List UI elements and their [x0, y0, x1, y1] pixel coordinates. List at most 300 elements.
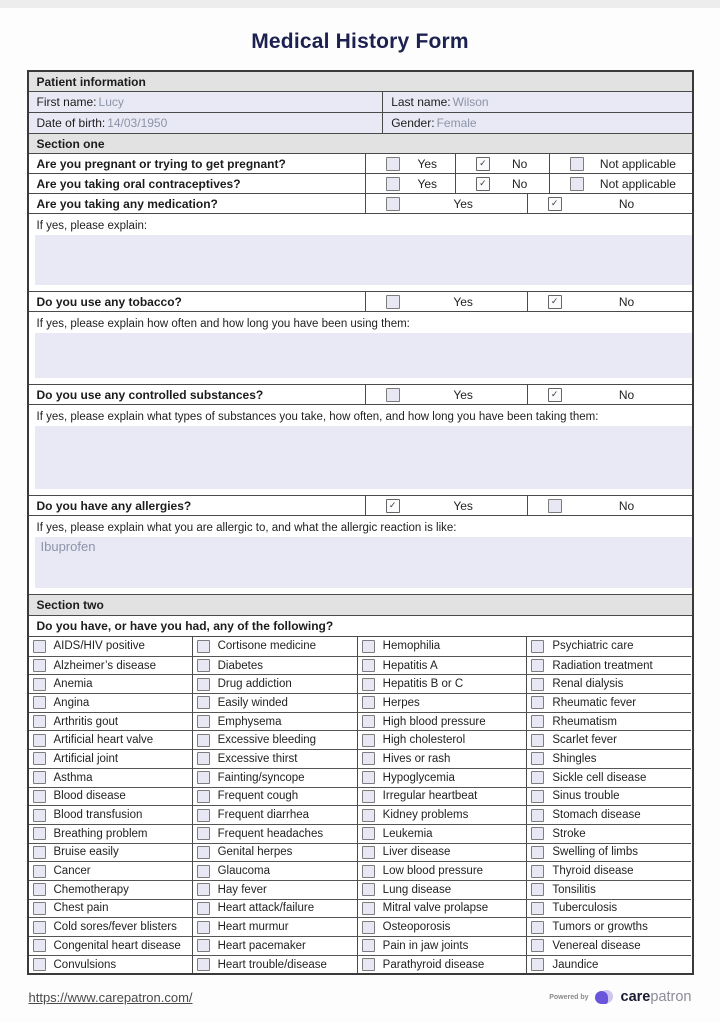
section-two-question: Do you have, or have you had, any of the following? [29, 615, 692, 636]
condition-label: Anemia [53, 678, 93, 691]
last-name-value[interactable]: Wilson [452, 95, 489, 109]
condition-label: Radiation treatment [552, 659, 653, 672]
first-name-field[interactable] [29, 92, 384, 112]
section-one-header [29, 133, 692, 153]
condition-item [29, 843, 192, 862]
condition-label: Blood disease [53, 790, 126, 803]
condition-item [192, 824, 357, 843]
condition-item [526, 787, 691, 806]
date-of-birth-field[interactable] [29, 113, 384, 133]
checkbox[interactable] [531, 865, 544, 878]
option-label: Yes [453, 498, 473, 513]
checkbox[interactable] [197, 752, 210, 765]
condition-item [29, 656, 192, 675]
condition-item [357, 637, 527, 656]
checkbox[interactable] [197, 883, 210, 896]
condition-label: Cold sores/fever blisters [53, 921, 177, 934]
condition-item [526, 637, 691, 656]
condition-label: Parathyroid disease [382, 958, 485, 971]
condition-item [526, 674, 691, 693]
checkbox[interactable] [362, 752, 375, 765]
checkbox[interactable] [531, 752, 544, 765]
condition-item [526, 768, 691, 787]
condition-item [357, 730, 527, 749]
condition-label: Fainting/syncope [217, 771, 305, 784]
answer-options [365, 174, 692, 193]
option-label: Yes [453, 196, 473, 211]
condition-item [357, 749, 527, 768]
checkbox[interactable] [362, 958, 375, 971]
condition-item [357, 674, 527, 693]
condition-label: Stroke [552, 827, 586, 840]
condition-item [357, 656, 527, 675]
condition-label: Diabetes [217, 659, 263, 672]
checkbox[interactable] [197, 865, 210, 878]
condition-label: Heart murmur [217, 921, 289, 934]
checkbox[interactable]: ✓ [386, 499, 400, 513]
gender-label: Gender: [391, 116, 435, 130]
condition-label: Drug addiction [217, 678, 292, 691]
checkbox[interactable] [33, 734, 46, 747]
question-text: Do you use any controlled substances? [36, 387, 264, 402]
checkbox[interactable] [197, 958, 210, 971]
question-text: Are you taking any medication? [36, 196, 218, 211]
checkbox[interactable] [33, 921, 46, 934]
condition-item [192, 880, 357, 899]
condition-item [357, 955, 527, 974]
carepatron-link[interactable]: https://www.carepatron.com/ [28, 989, 193, 1005]
checkbox[interactable] [362, 696, 375, 709]
question-row [29, 291, 692, 311]
condition-item [29, 880, 192, 899]
option-label: No [511, 176, 528, 191]
checkbox[interactable] [33, 846, 46, 859]
condition-label: Mitral valve prolapse [382, 902, 489, 915]
checkbox[interactable] [33, 883, 46, 896]
condition-label: Heart pacemaker [217, 939, 306, 952]
form-table [27, 70, 694, 975]
condition-label: High cholesterol [382, 734, 466, 747]
checkbox[interactable] [197, 715, 210, 728]
condition-item [29, 712, 192, 731]
condition-label: Scarlet fever [552, 734, 617, 747]
condition-label: Psychiatric care [552, 640, 634, 653]
condition-item [192, 656, 357, 675]
footer [29, 989, 692, 1005]
question-text: Do you use any tobacco? [36, 294, 182, 309]
explain-label: If yes, please explain how often and how long you have been using them: [36, 318, 410, 330]
answer-options [365, 154, 692, 173]
condition-label: Tonsilitis [552, 883, 596, 896]
checkbox[interactable] [386, 295, 400, 309]
condition-label: Emphysema [217, 715, 282, 728]
checkbox[interactable] [548, 499, 562, 513]
answer-options [365, 292, 692, 311]
option-group [366, 174, 455, 193]
condition-label: Irregular heartbeat [382, 790, 478, 803]
checkbox[interactable] [197, 659, 210, 672]
condition-label: Heart trouble/disease [217, 958, 327, 971]
checkbox[interactable] [197, 846, 210, 859]
condition-item [357, 805, 527, 824]
explain-row [29, 213, 692, 291]
condition-label: Sinus trouble [552, 790, 620, 803]
option-group [366, 496, 527, 515]
question-row [29, 173, 692, 193]
condition-label: Renal dialysis [552, 678, 624, 691]
condition-item [192, 712, 357, 731]
checkbox[interactable] [531, 902, 544, 915]
checkbox[interactable]: ✓ [548, 388, 562, 402]
checkbox[interactable]: ✓ [476, 157, 490, 171]
condition-item [357, 899, 527, 918]
question-row [29, 495, 692, 515]
checkbox[interactable] [362, 865, 375, 878]
condition-item [29, 805, 192, 824]
condition-item [29, 674, 192, 693]
first-name-label: First name: [36, 95, 97, 109]
condition-item [357, 787, 527, 806]
condition-label: Frequent diarrhea [217, 809, 310, 822]
condition-label: Rheumatism [552, 715, 617, 728]
explain-row [29, 515, 692, 594]
explain-label: If yes, please explain what you are allergic to, and what the allergic reaction is like: [36, 522, 457, 534]
option-label: No [618, 196, 635, 211]
patient-info-header-label: Patient information [36, 74, 146, 89]
checkbox[interactable] [197, 678, 210, 691]
checkbox[interactable]: ✓ [548, 197, 562, 211]
checkbox[interactable] [362, 809, 375, 822]
checkbox[interactable] [531, 939, 544, 952]
condition-label: Low blood pressure [382, 865, 484, 878]
condition-label: Hypoglycemia [382, 771, 455, 784]
checkbox[interactable] [33, 939, 46, 952]
condition-item [357, 880, 527, 899]
explain-input[interactable] [35, 537, 692, 588]
checkbox[interactable] [197, 734, 210, 747]
checkbox[interactable] [197, 827, 210, 840]
option-group [527, 496, 692, 515]
explain-label: If yes, please explain what types of substances you take, how often, and how long you have been taking them: [36, 411, 599, 423]
condition-item [29, 861, 192, 880]
condition-item [192, 861, 357, 880]
checkbox[interactable] [386, 157, 400, 171]
explain-input[interactable] [35, 426, 692, 489]
checkbox[interactable] [531, 678, 544, 691]
condition-label: Alzheimer’s disease [53, 659, 156, 672]
condition-item [192, 917, 357, 936]
option-group [366, 194, 527, 213]
condition-label: Artificial heart valve [53, 734, 154, 747]
question-text: Are you taking oral contraceptives? [36, 176, 241, 191]
checkbox[interactable] [531, 790, 544, 803]
checkbox[interactable] [531, 734, 544, 747]
condition-item [192, 674, 357, 693]
checkbox[interactable] [197, 809, 210, 822]
powered-by-label: Powered by [549, 993, 589, 1001]
checkbox[interactable] [531, 640, 544, 653]
checkbox[interactable] [362, 827, 375, 840]
condition-item [526, 899, 691, 918]
checkbox[interactable] [362, 715, 375, 728]
checkbox[interactable] [386, 197, 400, 211]
condition-item [29, 955, 192, 974]
option-group [366, 154, 455, 173]
condition-item [526, 843, 691, 862]
condition-item [526, 936, 691, 955]
condition-item [29, 899, 192, 918]
option-group [527, 385, 692, 404]
condition-label: Hemophilia [382, 640, 441, 653]
checkbox[interactable] [33, 865, 46, 878]
condition-label: Frequent cough [217, 790, 299, 803]
last-name-label: Last name: [391, 95, 451, 109]
condition-item [29, 824, 192, 843]
condition-item [526, 917, 691, 936]
condition-item [29, 730, 192, 749]
condition-label: Easily winded [217, 696, 288, 709]
condition-label: Chemotherapy [53, 883, 129, 896]
condition-label: Chest pain [53, 902, 109, 915]
condition-item [192, 955, 357, 974]
checkbox[interactable] [362, 678, 375, 691]
section-two-header [29, 594, 692, 615]
page-title: Medical History Form [251, 30, 469, 53]
checkbox[interactable] [33, 771, 46, 784]
condition-label: Osteoporosis [382, 921, 451, 934]
conditions-grid [29, 636, 692, 973]
checkbox[interactable]: ✓ [476, 177, 490, 191]
condition-label: Breathing problem [53, 827, 148, 840]
checkbox[interactable] [362, 921, 375, 934]
checkbox[interactable] [33, 809, 46, 822]
condition-item [192, 749, 357, 768]
option-label: No [618, 387, 635, 402]
option-group [366, 292, 527, 311]
condition-label: Arthritis gout [53, 715, 119, 728]
answer-options [365, 496, 692, 515]
condition-label: Hives or rash [382, 752, 451, 765]
condition-label: Shingles [552, 752, 597, 765]
explain-row [29, 311, 692, 384]
option-label: Yes [453, 387, 473, 402]
option-label: Not applicable [599, 156, 676, 171]
option-label: No [618, 498, 635, 513]
checkbox[interactable] [362, 846, 375, 859]
condition-label: AIDS/HIV positive [53, 640, 145, 653]
explain-input[interactable] [35, 333, 692, 378]
carepatron-wordmark: carepatron [620, 989, 692, 1006]
condition-label: Hay fever [217, 883, 267, 896]
explain-input[interactable] [35, 235, 692, 285]
condition-item [29, 787, 192, 806]
condition-item [29, 917, 192, 936]
checkbox[interactable]: ✓ [548, 295, 562, 309]
condition-item [526, 955, 691, 974]
answer-options [365, 194, 692, 213]
checkbox[interactable] [531, 715, 544, 728]
checkbox[interactable] [197, 902, 210, 915]
checkbox[interactable] [386, 177, 400, 191]
condition-item [526, 824, 691, 843]
option-group [455, 154, 549, 173]
checkbox[interactable] [33, 640, 46, 653]
condition-item [357, 712, 527, 731]
checkbox[interactable] [531, 771, 544, 784]
condition-label: Angina [53, 696, 90, 709]
condition-item [357, 768, 527, 787]
condition-item [357, 824, 527, 843]
condition-label: Asthma [53, 771, 93, 784]
checkbox[interactable] [531, 696, 544, 709]
condition-label: Artificial joint [53, 752, 119, 765]
condition-label: Congenital heart disease [53, 939, 181, 952]
condition-label: Genital herpes [217, 846, 293, 859]
condition-label: Glaucoma [217, 865, 271, 878]
checkbox[interactable] [33, 827, 46, 840]
checkbox[interactable] [362, 790, 375, 803]
checkbox[interactable] [570, 157, 584, 171]
option-group [455, 174, 549, 193]
checkbox[interactable] [531, 809, 544, 822]
question-text: Are you pregnant or trying to get pregnant? [36, 156, 286, 171]
condition-item [526, 861, 691, 880]
checkbox[interactable] [33, 678, 46, 691]
condition-label: Rheumatic fever [552, 696, 637, 709]
condition-label: Liver disease [382, 846, 451, 859]
condition-label: Cancer [53, 865, 91, 878]
checkbox[interactable] [386, 388, 400, 402]
date-of-birth-label: Date of birth: [36, 116, 106, 130]
checkbox[interactable] [33, 752, 46, 765]
checkbox[interactable] [362, 771, 375, 784]
question-text: Do you have any allergies? [36, 498, 192, 513]
option-group [549, 154, 691, 173]
explain-row [29, 404, 692, 495]
condition-item [192, 899, 357, 918]
checkbox[interactable] [33, 902, 46, 915]
condition-label: Blood transfusion [53, 809, 143, 822]
checkbox[interactable] [197, 696, 210, 709]
condition-item [526, 880, 691, 899]
condition-label: Cortisone medicine [217, 640, 317, 653]
condition-item [357, 693, 527, 712]
condition-item [526, 693, 691, 712]
date-of-birth-value[interactable]: 14/03/1950 [107, 116, 168, 130]
answer-options [365, 385, 692, 404]
option-label: Not applicable [599, 176, 676, 191]
condition-label: Convulsions [53, 958, 117, 971]
condition-label: Stomach disease [552, 809, 641, 822]
condition-label: Kidney problems [382, 809, 469, 822]
condition-item [192, 768, 357, 787]
checkbox[interactable] [33, 958, 46, 971]
condition-label: High blood pressure [382, 715, 486, 728]
powered-by [549, 989, 691, 1005]
condition-label: Tumors or growths [552, 921, 648, 934]
option-group [527, 292, 692, 311]
last-name-field[interactable] [383, 92, 691, 112]
condition-item [29, 768, 192, 787]
option-group [366, 385, 527, 404]
patient-name-row [29, 91, 692, 112]
condition-label: Pain in jaw joints [382, 939, 469, 952]
condition-label: Lung disease [382, 883, 452, 896]
condition-item [357, 861, 527, 880]
condition-label: Bruise easily [53, 846, 119, 859]
checkbox[interactable] [531, 883, 544, 896]
first-name-value[interactable]: Lucy [98, 95, 124, 109]
condition-item [29, 749, 192, 768]
checkbox[interactable] [362, 939, 375, 952]
checkbox[interactable] [531, 921, 544, 934]
option-label: Yes [417, 156, 438, 171]
checkbox[interactable] [33, 790, 46, 803]
section-two-header-label: Section two [36, 598, 104, 612]
option-label: Yes [417, 176, 438, 191]
checkbox[interactable] [362, 902, 375, 915]
condition-label: Tuberculosis [552, 902, 618, 915]
condition-item [526, 730, 691, 749]
checkbox[interactable] [531, 659, 544, 672]
condition-item [29, 637, 192, 656]
checkbox[interactable] [197, 771, 210, 784]
condition-label: Thyroid disease [552, 865, 634, 878]
condition-item [192, 637, 357, 656]
question-row [29, 153, 692, 173]
condition-label: Swelling of limbs [552, 846, 639, 859]
checkbox[interactable] [33, 696, 46, 709]
checkbox[interactable] [570, 177, 584, 191]
checkbox[interactable] [362, 659, 375, 672]
explain-label: If yes, please explain: [36, 220, 148, 232]
condition-item [526, 712, 691, 731]
checkbox[interactable] [197, 921, 210, 934]
option-group [549, 174, 691, 193]
question-row [29, 384, 692, 404]
checkbox[interactable] [33, 659, 46, 672]
carepatron-logo-icon [594, 989, 616, 1005]
condition-label: Heart attack/failure [217, 902, 315, 915]
condition-item [526, 656, 691, 675]
condition-item [192, 787, 357, 806]
top-strip [0, 0, 720, 8]
checkbox[interactable] [362, 883, 375, 896]
gender-field[interactable] [383, 113, 691, 133]
condition-label: Excessive bleeding [217, 734, 317, 747]
section-one-rows [29, 153, 692, 594]
condition-item [357, 936, 527, 955]
checkbox[interactable] [531, 846, 544, 859]
option-label: No [511, 156, 528, 171]
condition-label: Jaundice [552, 958, 599, 971]
checkbox[interactable] [362, 640, 375, 653]
checkbox[interactable] [33, 715, 46, 728]
gender-value[interactable]: Female [436, 116, 477, 130]
checkbox[interactable] [197, 939, 210, 952]
checkbox[interactable] [531, 958, 544, 971]
checkbox[interactable] [531, 827, 544, 840]
condition-item [357, 843, 527, 862]
checkbox[interactable] [362, 734, 375, 747]
checkbox[interactable] [197, 790, 210, 803]
condition-label: Frequent headaches [217, 827, 324, 840]
condition-item [526, 805, 691, 824]
condition-label: Hepatitis A [382, 659, 438, 672]
condition-label: Herpes [382, 696, 420, 709]
checkbox[interactable] [197, 640, 210, 653]
patient-info-header [29, 72, 692, 91]
